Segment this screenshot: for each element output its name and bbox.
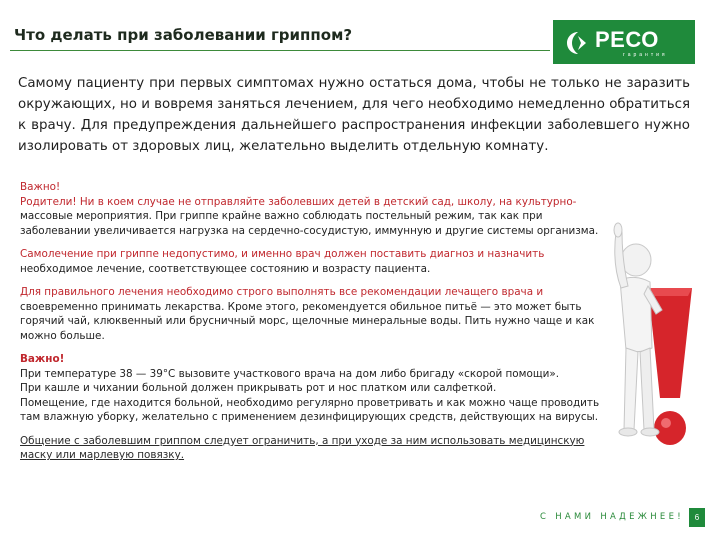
note-line: При кашле и чихании больной должен прикрывать рот и нос платком или салфеткой. [20,382,497,394]
note-self-treatment [20,247,610,276]
reso-emblem-icon [563,30,593,56]
note-line: своевременно принимать лекарства. Кроме этого, рекомендуется обильное питьё — это может быть [20,300,582,313]
note-contact-limit [20,434,610,463]
note-important-temperature [20,352,610,425]
note-important-parents [20,180,610,238]
intro-paragraph: Самому пациенту при первых симптомах нужно остаться дома, чтобы не только не заразить окружающих, но и вовремя заняться лечением, для чего необходимо немедленно обратиться к врачу. Для предупреждения дальнейшего распространения инфекции заболевшего нужно изолировать от здоровых лиц, желательно выделить отдельную комнату. [18,76,691,154]
notes-section [20,180,610,472]
note-line: заболевании увеличивается нагрузка на сердечно-сосудистую, иммунную и другие системы организма. [20,224,599,237]
logo-subtitle: гарантия [623,52,668,58]
note-line: массовые мероприятия. При гриппе крайне важно соблюдать постельный режим, так как при [20,210,543,222]
note-heading: Важно! [20,181,61,193]
note-line: При температуре 38 — 39°С вызовите участкового врача на дом либо бригаду «скорой помощи». [20,367,560,380]
note-heading: Важно! [20,353,65,365]
page-title: Что делать при заболевании гриппом? [14,26,353,44]
reso-logo [553,20,695,64]
note-treatment [20,285,610,343]
page-number: 6 [689,508,705,527]
note-line: Общение с заболевшим гриппом следует ограничить, а при уходе за ним использовать медицинскую [20,434,585,447]
note-line: Родители! Ни в коем случае не отправляйте заболевших детей в детский сад, школу, на культурно- [20,195,577,208]
note-line: Для правильного лечения необходимо строго выполнять все рекомендации лечащего врача и [20,286,544,298]
note-line: необходимое лечение, соответствующее состоянию и возрасту пациента. [20,262,431,275]
logo-name: РЕСО [595,27,659,52]
footer-slogan: С НАМИ НАДЕЖНЕЕ! [540,512,684,522]
note-line: горячий чай, клюквенный или брусничный морс, щелочные минеральные воды. Пить нужно чаще и как [20,315,595,327]
title-divider [10,50,550,51]
note-line: маску или марлевую повязку. [20,449,185,461]
person-with-exclamation-illustration [596,218,706,458]
note-line: можно больше. [20,329,105,342]
note-line: Помещение, где находится больной, необходимо регулярно проветривать и как можно чаще проводить [20,396,600,409]
note-line: там влажную уборку, желательно с применением дезинфицирующих средств, действующих на вирусы. [20,411,599,423]
note-line: Самолечение при гриппе недопустимо, и именно врач должен поставить диагноз и назначить [20,248,545,260]
